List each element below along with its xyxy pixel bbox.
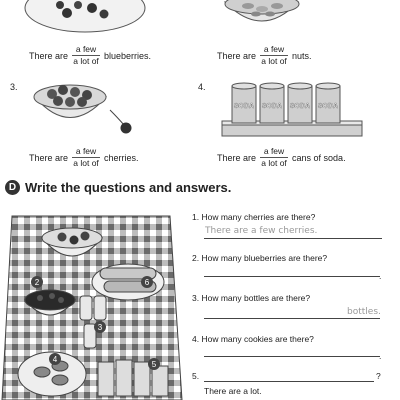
item-number: 4. — [198, 82, 206, 92]
question-1: 1. How many cherries are there? — [192, 212, 316, 222]
blueberries-plate-image — [25, 0, 145, 32]
sentence-noun: nuts. — [292, 50, 312, 61]
exercise-d-heading — [5, 180, 231, 195]
picture-number-badge — [148, 358, 160, 370]
option-bottom[interactable]: a lot of — [73, 56, 99, 66]
period-mark: . — [379, 351, 382, 361]
picture-number-badge — [31, 276, 43, 288]
option-top[interactable]: a few — [263, 146, 285, 156]
answer-line-3[interactable] — [204, 318, 380, 319]
answer-1-sample[interactable]: There are a few cherries. — [205, 226, 318, 236]
soda-can-label: SODA — [233, 103, 255, 110]
option-top[interactable]: a few — [75, 146, 97, 156]
svg-text:5: 5 — [151, 360, 157, 369]
question-5-number: 5. — [192, 371, 200, 381]
picture-number-badge — [49, 353, 61, 365]
answer-line-2[interactable] — [204, 276, 380, 277]
svg-text:3: 3 — [97, 323, 103, 332]
picture-number-badge — [94, 321, 106, 333]
option-bottom[interactable]: a lot of — [261, 56, 287, 66]
option-bottom[interactable]: a lot of — [73, 158, 99, 168]
answer-line-1[interactable] — [204, 238, 382, 239]
sentence-noun: blueberries. — [104, 50, 152, 61]
hot-dogs-plate-image — [92, 264, 164, 300]
exercise-c-item-1 — [29, 44, 151, 67]
sentence-prefix: There are — [29, 152, 69, 163]
answer-line-4[interactable] — [204, 356, 380, 357]
exercise-c-item-4 — [217, 146, 346, 169]
picture-number-badge — [141, 276, 153, 288]
soda-can-label: SODA — [317, 103, 339, 110]
exercise-d-title: Write the questions and answers. — [25, 180, 232, 195]
question-line-5[interactable] — [204, 381, 374, 382]
exercise-letter-badge: D — [5, 180, 20, 195]
sentence-prefix: There are — [217, 50, 257, 61]
answer-5: There are a lot. — [204, 386, 262, 396]
sentence-prefix: There are — [217, 152, 257, 163]
svg-text:4: 4 — [52, 355, 58, 364]
question-2: 2. How many blueberries are there? — [192, 253, 328, 263]
sentence-noun: cans of soda. — [292, 152, 346, 163]
sentence-noun: cherries. — [104, 152, 139, 163]
svg-text:2: 2 — [34, 278, 40, 287]
answer-3-ending: bottles. — [347, 307, 381, 317]
option-bottom[interactable]: a lot of — [261, 158, 287, 168]
period-mark: . — [379, 271, 382, 281]
item-number: 3. — [10, 82, 18, 92]
nuts-bowl-image — [225, 0, 299, 21]
question-mark: ? — [376, 371, 381, 381]
choice-stack[interactable] — [72, 44, 100, 67]
svg-text:6: 6 — [144, 278, 150, 287]
cherries-bowl-image — [34, 85, 132, 134]
choice-stack[interactable] — [72, 146, 100, 169]
soda-can-label: SODA — [261, 103, 283, 110]
question-4: 4. How many cookies are there? — [192, 334, 314, 344]
exercise-c-item-3 — [29, 146, 139, 169]
option-top[interactable]: a few — [75, 44, 97, 54]
sentence-prefix: There are — [29, 50, 69, 61]
question-3: 3. How many bottles are there? — [192, 293, 311, 303]
picnic-illustration — [0, 212, 185, 400]
soda-cans-image — [222, 83, 362, 136]
exercise-c-item-2 — [217, 44, 312, 67]
option-top[interactable]: a few — [263, 44, 285, 54]
choice-stack[interactable] — [260, 44, 288, 67]
soda-can-label: SODA — [289, 103, 311, 110]
choice-stack[interactable] — [260, 146, 288, 169]
